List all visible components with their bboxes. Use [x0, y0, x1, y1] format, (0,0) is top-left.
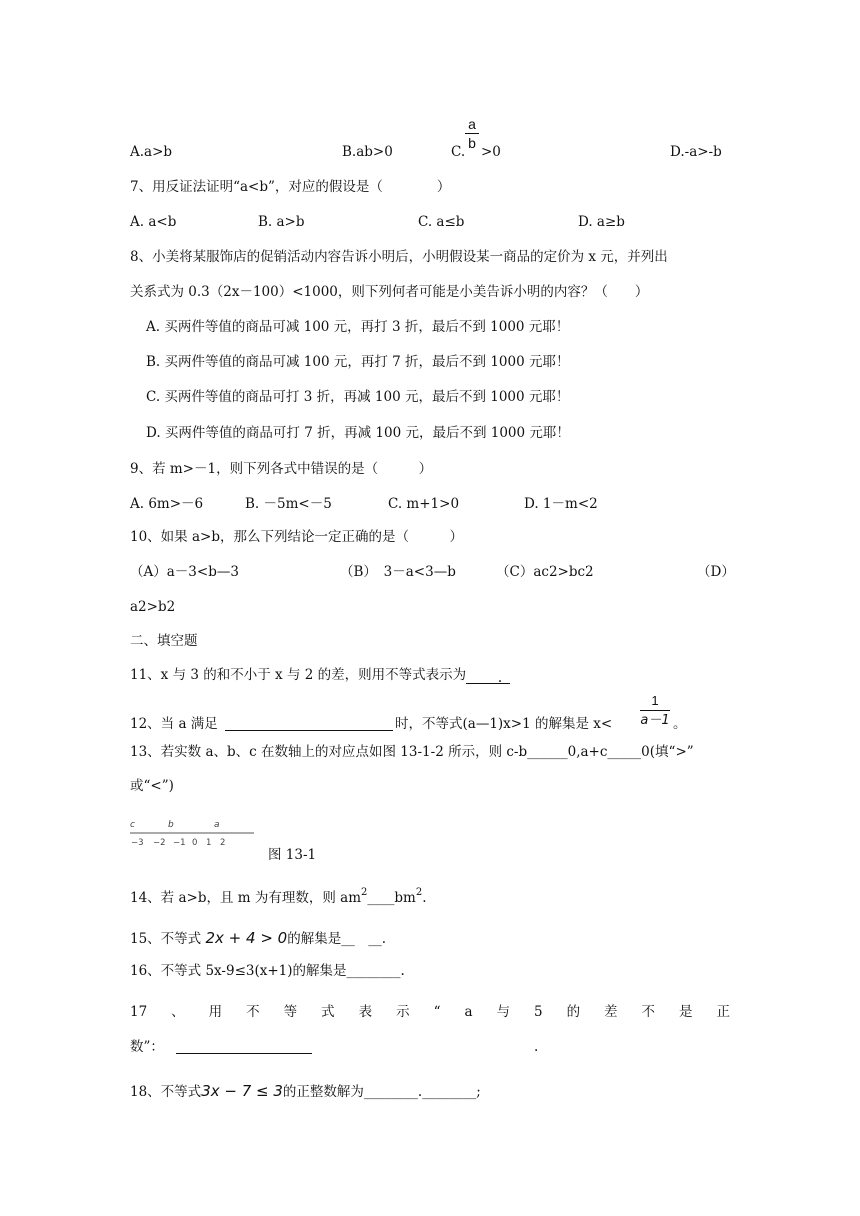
q10-stem: 10、如果 a>b，那么下列结论一定正确的是（ ）: [130, 529, 463, 545]
q17-char: 不: [641, 1004, 656, 1020]
q9-option-b: B. －5m<－5: [245, 496, 332, 512]
tick-label: 2: [220, 838, 226, 848]
q8-option-d: D. 买两件等值的商品可打 7 折，再减 100 元，最后不到 1000 元耶！: [146, 425, 570, 441]
q17-char: 的: [566, 1004, 581, 1020]
q9-option-d: D. 1－m<2: [524, 496, 598, 512]
q12-answer-blank: [225, 712, 393, 731]
number-line-figure: [128, 818, 258, 850]
q17-char: 式: [321, 1004, 335, 1020]
q11-stem: 11、x 与 3 的和不小于 x 与 2 的差，则用不等式表示为: [130, 667, 467, 683]
q17-line2-prefix: 数”：: [130, 1039, 164, 1055]
fraction-numerator: a: [468, 116, 476, 132]
q13-stem-line1: 13、若实数 a、b、c 在数轴上的对应点如图 13-1-2 所示，则 c-b______0,a+c_____0(填“>”: [130, 744, 694, 760]
q18-prefix: 18、不等式: [130, 1084, 202, 1100]
point-label-a: a: [214, 820, 220, 830]
q6-option-b: B.ab>0: [342, 144, 393, 160]
q14-exponent-1: 2: [361, 887, 368, 898]
tick-label: −1: [173, 838, 186, 848]
q12-mid: 时，不等式(a—1)x>1 的解集是 x<: [395, 716, 613, 732]
q7-option-b: B. a>b: [258, 214, 305, 230]
tick-label: 0: [192, 838, 198, 848]
q17-char: 示: [396, 1004, 410, 1020]
q7-stem: 7、用反证法证明“a<b”，对应的假设是（ ）: [130, 179, 451, 195]
q8-option-c: C. 买两件等值的商品可打 3 折，再减 100 元，最后不到 1000 元耶！: [146, 389, 570, 405]
q11-text: [130, 666, 510, 684]
q14-mid: ____bm: [367, 890, 416, 906]
tick-label: −2: [153, 838, 166, 848]
q9-stem: 9、若 m>－1，则下列各式中错误的是（ ）: [130, 461, 433, 477]
fraction-numerator: 1: [651, 693, 659, 708]
q15-suffix: 的解集是__ __.: [287, 931, 386, 947]
q18-expression: 3x − 7 ≤ 3: [201, 1082, 283, 1100]
point-label-b: b: [168, 820, 174, 830]
q14-prefix: 14、若 a>b，且 m 为有理数，则 am: [130, 890, 361, 906]
q17-char: 表: [358, 1004, 373, 1020]
q17-char: 5: [533, 1004, 543, 1020]
q17-answer-blank: [176, 1035, 312, 1054]
fraction-denominator: a－1: [640, 713, 670, 728]
q17-line2-end: .: [534, 1039, 539, 1055]
q11-answer-blank: [466, 669, 510, 684]
q17-char: 等: [283, 1004, 298, 1020]
q15-prefix: 15、不等式: [130, 931, 202, 947]
fraction-denominator: b: [468, 135, 476, 151]
q9-option-a: A. 6m>－6: [130, 496, 204, 512]
q16-text: 16、不等式 5x-9≤3(x+1)的解集是________.: [130, 963, 405, 979]
q10-option-c: （C）ac2>bc2: [496, 564, 594, 580]
q10-option-d-value: a2>b2: [130, 599, 176, 615]
q17-char: 与: [496, 1004, 510, 1020]
q11-blank-dot: .: [497, 670, 503, 686]
q15-text: [130, 929, 386, 948]
fraction-bar: [640, 710, 670, 711]
q17-char: a: [464, 1004, 473, 1020]
q6-fraction-a-over-b: [465, 116, 479, 151]
q6-option-c-prefix: C.: [451, 144, 466, 160]
q10-option-a: （A）a－3<b—3: [130, 564, 239, 580]
q7-option-c: C. a≤b: [418, 214, 465, 230]
q6-option-c-suffix: >0: [481, 144, 501, 160]
q8-option-b: B. 买两件等值的商品可减 100 元，再打 7 折，最后不到 1000 元耶！: [146, 354, 570, 370]
q17-char: 正: [716, 1004, 730, 1020]
q17-char: 差: [604, 1004, 618, 1020]
q12-suffix: 。: [673, 716, 687, 732]
q7-option-d: D. a≥b: [578, 214, 625, 230]
q10-option-b: （B） 3－a<3—b: [340, 564, 456, 580]
figure-caption: 图 13-1: [268, 847, 317, 863]
q13-stem-line2: 或“<”): [130, 778, 174, 794]
q17-char: “: [433, 1004, 441, 1020]
q6-option-a: A.a>b: [130, 144, 173, 160]
q17-line1: [130, 1003, 730, 1021]
q8-stem-line1: 8、小美将某服饰店的促销活动内容告诉小明后，小明假设某一商品的定价为 x 元，并列出: [130, 249, 668, 265]
q15-expression: 2x + 4 > 0: [205, 929, 288, 947]
q18-suffix: 的正整数解为________.________;: [282, 1084, 481, 1100]
q14-suffix: .: [422, 890, 427, 906]
q18-text: [130, 1082, 481, 1101]
q17-char: 用: [208, 1004, 223, 1020]
tick-label: −3: [131, 838, 144, 848]
q6-option-d: D.-a>-b: [670, 144, 722, 160]
q12-prefix: 12、当 a 满足: [130, 716, 218, 732]
fraction-bar: [465, 133, 479, 134]
q8-option-a: A. 买两件等值的商品可减 100 元，再打 3 折，最后不到 1000 元耶！: [146, 319, 570, 335]
q9-option-c: C. m+1>0: [388, 496, 460, 512]
q14-text: [130, 889, 427, 909]
tick-label: 1: [206, 838, 212, 848]
q12-fraction: [640, 693, 670, 729]
q10-option-d-label: （D）: [697, 564, 735, 580]
section-heading-fill-in: 二、填空题: [130, 633, 198, 649]
q17-char: 17: [130, 1004, 148, 1020]
q17-char: 是: [679, 1004, 693, 1020]
point-label-c: c: [130, 820, 135, 830]
q8-stem-line2: 关系式为 0.3（2x－100）<1000，则下列何者可能是小美告诉小明的内容？（ ）: [130, 284, 649, 300]
q14-exponent-2: 2: [415, 887, 423, 898]
q7-option-a: A. a<b: [130, 214, 177, 230]
q17-char: 、: [171, 1004, 185, 1020]
q17-char: 不: [246, 1004, 260, 1020]
